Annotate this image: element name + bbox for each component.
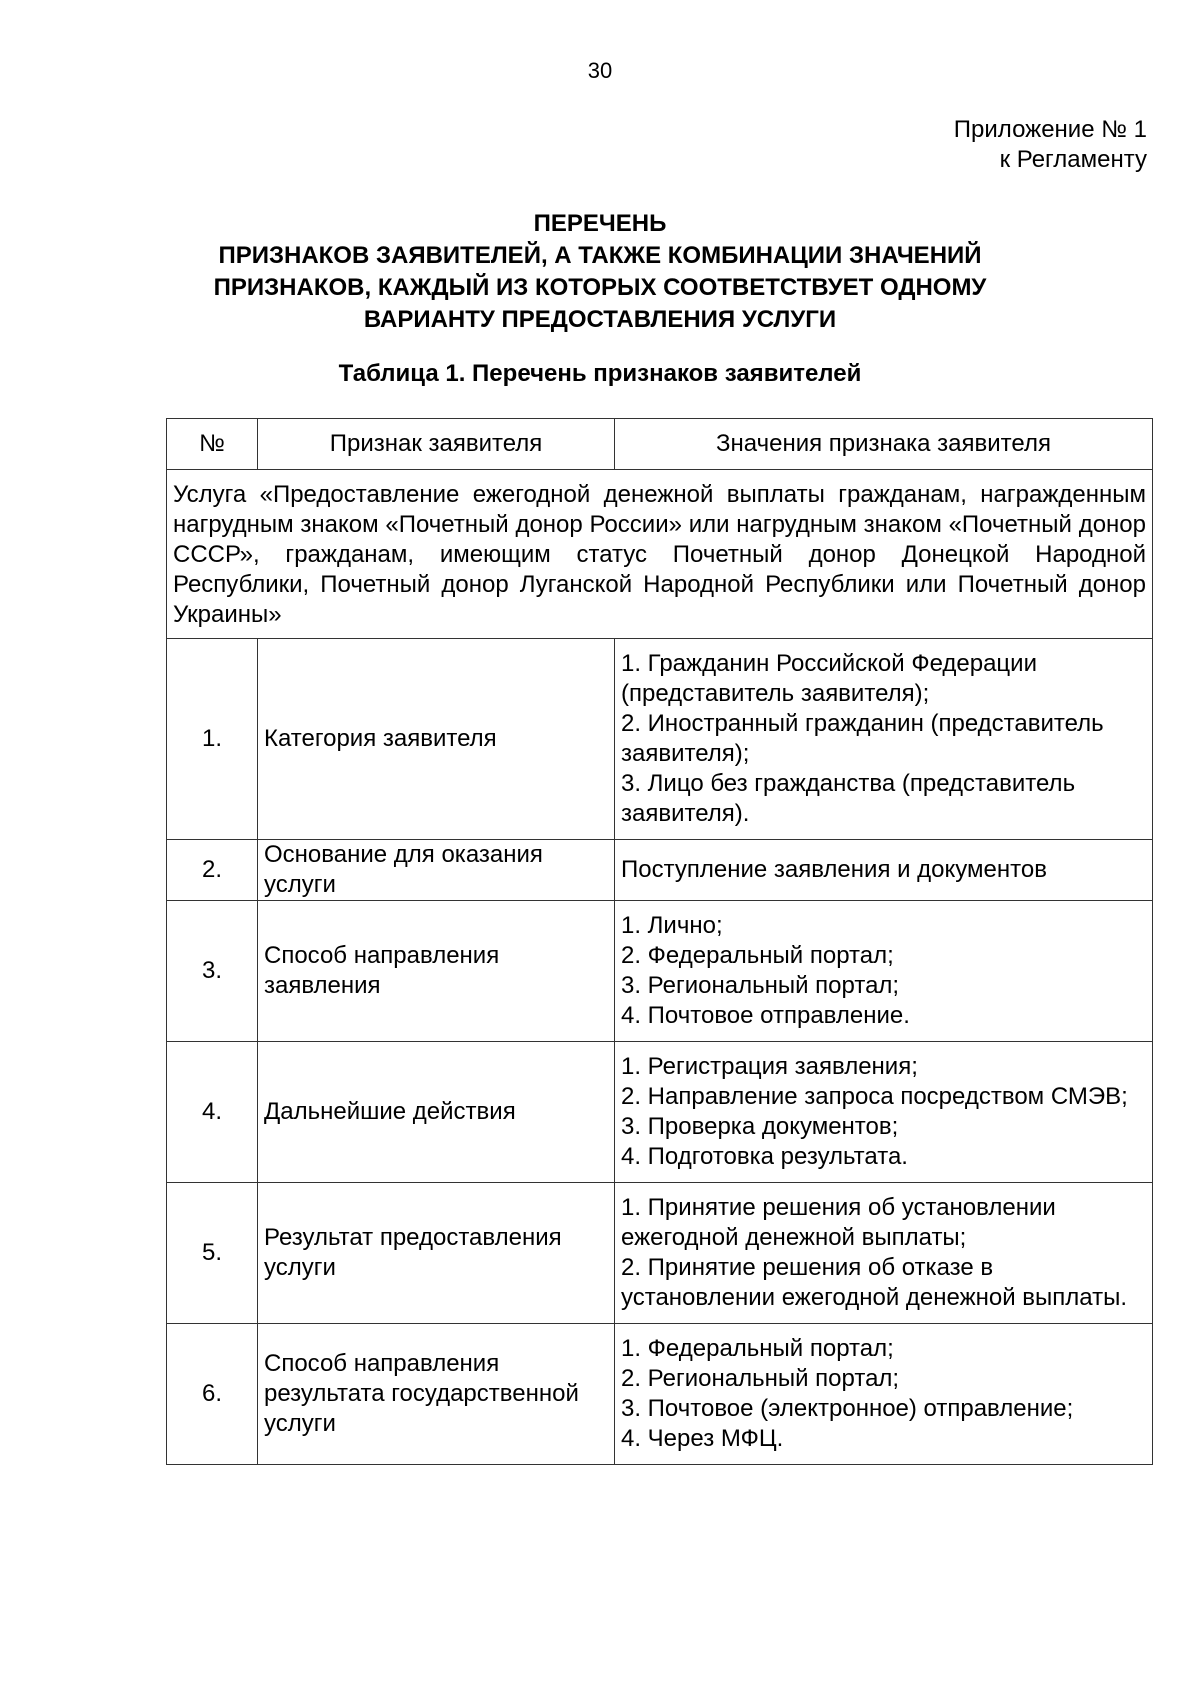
value-item: 2. Иностранный гражданин (представитель заявителя); bbox=[621, 710, 1104, 767]
row-number: 1. bbox=[167, 639, 258, 840]
table-row bbox=[167, 840, 1153, 901]
value-item: 1. Гражданин Российской Федерации (представитель заявителя); bbox=[621, 650, 1037, 707]
row-number: 5. bbox=[167, 1183, 258, 1324]
row-values bbox=[615, 901, 1153, 1042]
value-item: 4. Почтовое отправление. bbox=[621, 1002, 910, 1029]
value-item: 3. Проверка документов; bbox=[621, 1113, 899, 1140]
appendix-line-2: к Регламенту bbox=[999, 146, 1147, 173]
service-row bbox=[167, 470, 1153, 639]
title-line-3: ПРИЗНАКОВ, КАЖДЫЙ ИЗ КОТОРЫХ СООТВЕТСТВУЕТ ОДНОМУ bbox=[213, 274, 987, 301]
value-item: 3. Региональный портал; bbox=[621, 972, 900, 999]
row-attribute: Категория заявителя bbox=[258, 639, 615, 840]
title-line-1: ПЕРЕЧЕНЬ bbox=[533, 210, 667, 237]
row-number: 4. bbox=[167, 1042, 258, 1183]
row-values bbox=[615, 639, 1153, 840]
row-values bbox=[615, 840, 1153, 901]
header-values: Значения признака заявителя bbox=[615, 419, 1153, 470]
row-values bbox=[615, 1042, 1153, 1183]
row-values bbox=[615, 1324, 1153, 1465]
table-caption: Таблица 1. Перечень признаков заявителей bbox=[338, 360, 862, 387]
applicant-attributes-table bbox=[166, 418, 1153, 1465]
row-attribute: Результат предоставления услуги bbox=[258, 1183, 615, 1324]
table-row bbox=[167, 639, 1153, 840]
row-number: 2. bbox=[167, 840, 258, 901]
table-header-row bbox=[167, 419, 1153, 470]
appendix-reference bbox=[954, 115, 1147, 175]
value-item: 1. Регистрация заявления; bbox=[621, 1053, 918, 1080]
value-item: 2. Региональный портал; bbox=[621, 1365, 900, 1392]
document-title bbox=[0, 208, 1200, 336]
row-number: 6. bbox=[167, 1324, 258, 1465]
page-number: 30 bbox=[587, 58, 613, 83]
table-row bbox=[167, 1183, 1153, 1324]
value-item: 1. Лично; bbox=[621, 912, 723, 939]
value-item: 1. Федеральный портал; bbox=[621, 1335, 894, 1362]
header-number: № bbox=[167, 419, 258, 470]
row-attribute: Дальнейшие действия bbox=[258, 1042, 615, 1183]
value-item: 3. Лицо без гражданства (представитель заявителя). bbox=[621, 770, 1076, 827]
value-item: 2. Принятие решения об отказе в установлении ежегодной денежной выплаты. bbox=[621, 1254, 1128, 1311]
value-item: Поступление заявления и документов bbox=[621, 856, 1047, 883]
table-row bbox=[167, 1042, 1153, 1183]
value-item: 2. Направление запроса посредством СМЭВ; bbox=[621, 1083, 1128, 1110]
table-body bbox=[167, 639, 1153, 1465]
service-description: Услуга «Предоставление ежегодной денежной выплаты гражданам, награжденным нагрудным знаком «Почетный донор России» или нагрудным знаком «Почетный донор СССР», гражданам, имеющим статус Почетный донор Донецкой Народной Республики, Почетный донор Луганской Народной Республики или Почетный донор Украины» bbox=[167, 470, 1153, 639]
row-attribute: Способ направления заявления bbox=[258, 901, 615, 1042]
value-item: 2. Федеральный портал; bbox=[621, 942, 894, 969]
row-attribute: Основание для оказания услуги bbox=[258, 840, 615, 901]
row-values bbox=[615, 1183, 1153, 1324]
appendix-line-1: Приложение № 1 bbox=[953, 116, 1147, 143]
value-item: 4. Через МФЦ. bbox=[621, 1425, 784, 1452]
row-number: 3. bbox=[167, 901, 258, 1042]
value-item: 4. Подготовка результата. bbox=[621, 1143, 908, 1170]
title-line-2: ПРИЗНАКОВ ЗАЯВИТЕЛЕЙ, А ТАКЖЕ КОМБИНАЦИИ ЗНАЧЕНИЙ bbox=[218, 242, 982, 269]
value-item: 3. Почтовое (электронное) отправление; bbox=[621, 1395, 1074, 1422]
value-item: 1. Принятие решения об установлении ежегодной денежной выплаты; bbox=[621, 1194, 1056, 1251]
title-line-4: ВАРИАНТУ ПРЕДОСТАВЛЕНИЯ УСЛУГИ bbox=[363, 306, 837, 333]
table-row bbox=[167, 1324, 1153, 1465]
row-attribute: Способ направления результата государственной услуги bbox=[258, 1324, 615, 1465]
table-row bbox=[167, 901, 1153, 1042]
header-attribute: Признак заявителя bbox=[258, 419, 615, 470]
